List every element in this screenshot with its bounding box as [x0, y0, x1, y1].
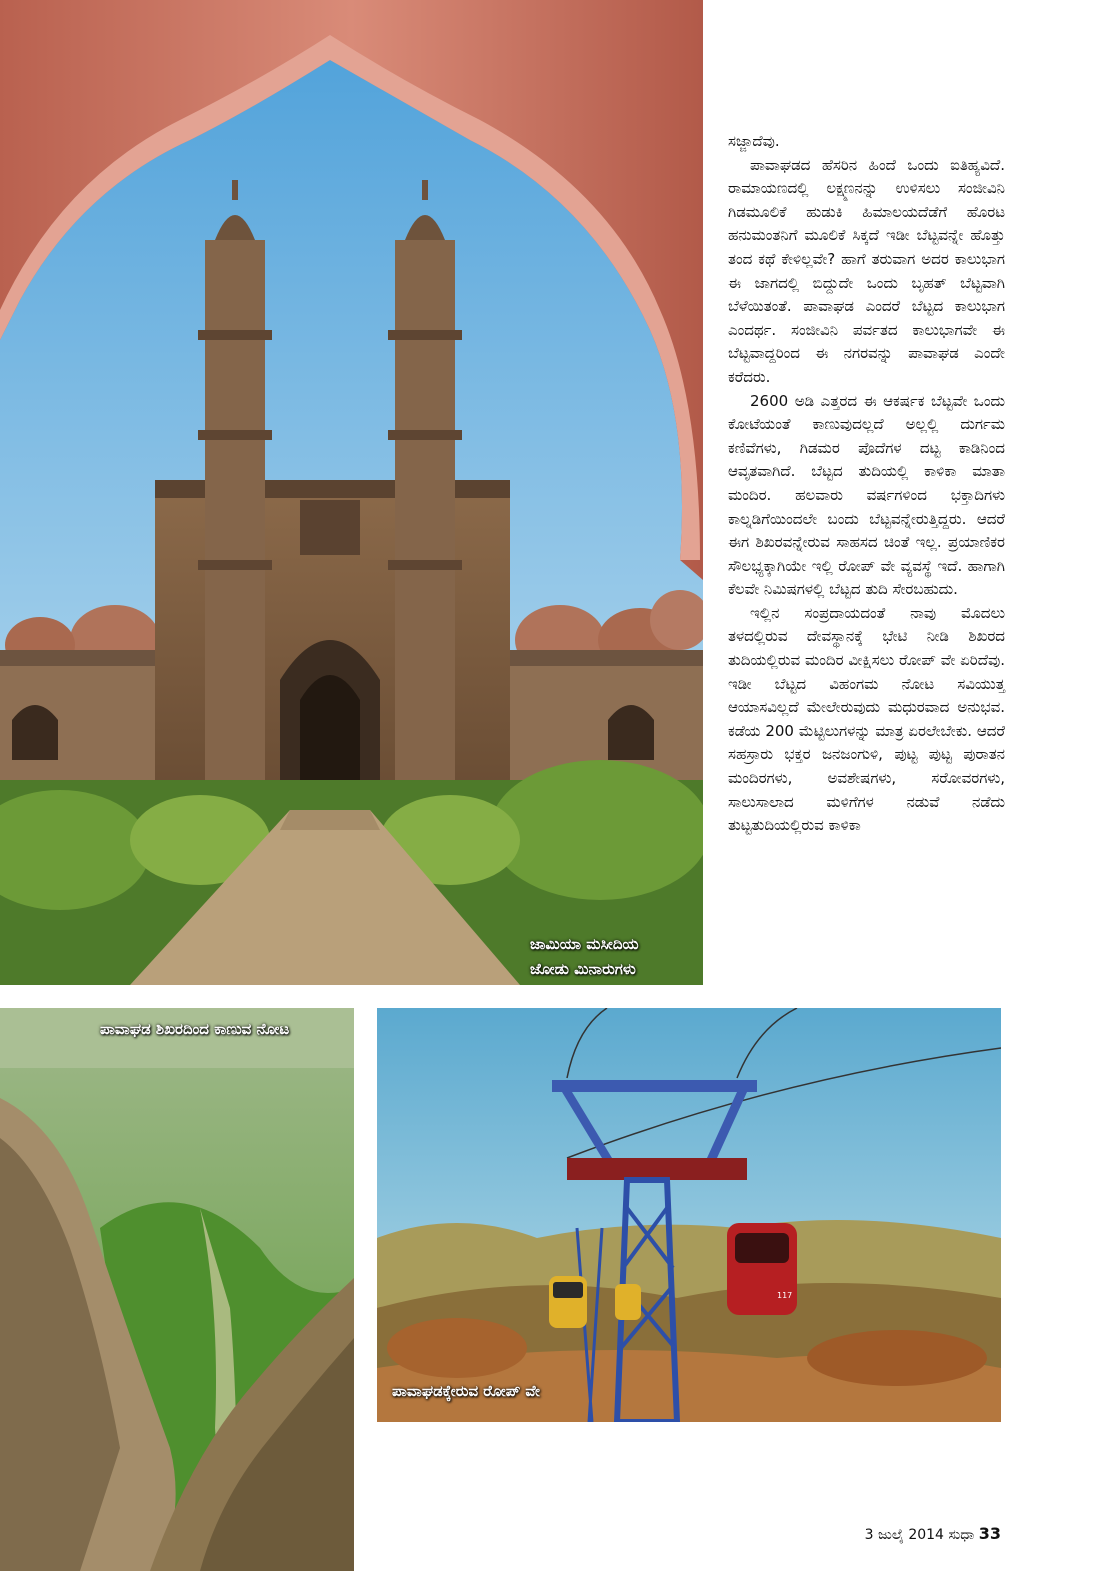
cabin-number: 117: [777, 1291, 793, 1300]
article-body: [728, 130, 1005, 838]
ropeway-caption: ಪಾವಾಘಡಕ್ಕೇರುವ ರೋಪ್ ವೇ: [392, 1382, 540, 1400]
mosque-caption-line2: ಜೋಡು ಮಿನಾರುಗಳು: [530, 960, 636, 978]
issue-date: 3 ಜುಲೈ 2014: [864, 1527, 944, 1543]
magazine-name: ಸುಧಾ: [948, 1527, 975, 1543]
page-footer: [865, 1524, 1001, 1543]
mosque-caption-line1: ಜಾಮಿಯಾ ಮಸೀದಿಯ: [530, 935, 639, 953]
article-paragraph: ಇಲ್ಲಿನ ಸಂಪ್ರದಾಯದಂತೆ ನಾವು ಮೊದಲು ತಳದಲ್ಲಿರುವ ದೇವಸ್ಥಾನಕ್ಕೆ ಭೇಟಿ ನೀಡಿ ಶಿಖರದ ತುದಿಯಲ್ಲಿರುವ ಮಂದಿರ ವೀಕ್ಷಿಸಲು ರೋಪ್ ವೇ ಏರಿದೆವು. ಇಡೀ ಬೆಟ್ಟದ ವಿಹಂಗಮ ನೋಟ ಸವಿಯುತ್ತ ಆಯಾಸವಿಲ್ಲದೆ ಮೇಲೇರುವುದು ಮಧುರವಾದ ಅನುಭವ. ಕಡೆಯ 200 ಮೆಟ್ಟಿಲುಗಳನ್ನು ಮಾತ್ರ ಏರಲೇಬೇಕು. ಆದರೆ ಸಹಸ್ರಾರು ಭಕ್ತರ ಜನಜಂಗುಳಿ, ಪುಟ್ಟ ಪುಟ್ಟ ಪುರಾತನ ಮಂದಿರಗಳು, ಅವಶೇಷಗಳು, ಸರೋವರಗಳು, ಸಾಲುಸಾಲಾದ ಮಳಿಗೆಗಳ ನಡುವೆ ನಡೆದು ತುಟ್ಟತುದಿಯಲ್ಲಿರುವ ಕಾಳಿಕಾ: [728, 603, 1005, 835]
article-paragraph: ಸಜ್ಜಾದೆವು.: [728, 132, 780, 150]
valley-caption: ಪಾವಾಘಡ ಶಿಖರದಿಂದ ಕಾಣುವ ನೋಟ: [100, 1020, 290, 1038]
ropeway-illustration: [377, 1008, 1001, 1422]
valley-illustration: [0, 1008, 354, 1571]
mosque-photo: [0, 0, 703, 985]
mosque-illustration: [0, 0, 703, 985]
ropeway-photo: [377, 1008, 1001, 1422]
article-paragraph: 2600 ಅಡಿ ಎತ್ತರದ ಈ ಆಕರ್ಷಕ ಬೆಟ್ಟವೇ ಒಂದು ಕೋಟೆಯಂತೆ ಕಾಣುವುದಲ್ಲದೆ ಅಲ್ಲಲ್ಲಿ ದುರ್ಗಮ ಕಣಿವೆಗಳು, ಗಿಡಮರ ಪೊದೆಗಳ ದಟ್ಟ ಕಾಡಿನಿಂದ ಆವೃತವಾಗಿದೆ. ಬೆಟ್ಟದ ತುದಿಯಲ್ಲಿ ಕಾಳಿಕಾ ಮಾತಾ ಮಂದಿರ. ಹಲವಾರು ವರ್ಷಗಳಿಂದ ಭಕ್ತಾದಿಗಳು ಕಾಲ್ನಡಿಗೆಯಿಂದಲೇ ಬಂದು ಬೆಟ್ಟವನ್ನೇರುತ್ತಿದ್ದರು. ಆದರೆ ಈಗ ಶಿಖರವನ್ನೇರುವ ಸಾಹಸದ ಚಿಂತೆ ಇಲ್ಲ. ಪ್ರಯಾಣಿಕರ ಸೌಲಭ್ಯಕ್ಕಾಗಿಯೇ ಇಲ್ಲಿ ರೋಪ್ ವೇ ವ್ಯವಸ್ಥೆ ಇದೆ. ಹಾಗಾಗಿ ಕೆಲವೇ ನಿಮಿಷಗಳಲ್ಲಿ ಬೆಟ್ಟದ ತುದಿ ಸೇರಬಹುದು.: [728, 391, 1005, 599]
mosque-caption: [530, 932, 639, 982]
page-number: 33: [978, 1524, 1001, 1543]
valley-photo: [0, 1008, 354, 1571]
article-paragraph: ಪಾವಾಘಡದ ಹೆಸರಿನ ಹಿಂದೆ ಒಂದು ಐತಿಹ್ಯವಿದೆ. ರಾಮಾಯಣದಲ್ಲಿ ಲಕ್ಷ್ಮಣನನ್ನು ಉಳಿಸಲು ಸಂಜೀವಿನಿ ಗಿಡಮೂಲಿಕೆ ಹುಡುಕಿ ಹಿಮಾಲಯದೆಡೆಗೆ ಹೊರಟ ಹನುಮಂತನಿಗೆ ಮೂಲಿಕೆ ಸಿಕ್ಕದೆ ಇಡೀ ಬೆಟ್ಟವನ್ನೇ ಹೊತ್ತು ತಂದ ಕಥೆ ಕೇಳಿಲ್ಲವೇ? ಹಾಗೆ ತರುವಾಗ ಅದರ ಕಾಲುಭಾಗ ಈ ಜಾಗದಲ್ಲಿ ಬಿದ್ದುದೇ ಒಂದು ಬೃಹತ್ ಬೆಟ್ಟವಾಗಿ ಬೆಳೆಯಿತಂತೆ. ಪಾವಾಘಡ ಎಂದರೆ ಬೆಟ್ಟದ ಕಾಲುಭಾಗ ಎಂದರ್ಥ. ಸಂಜೀವಿನಿ ಪರ್ವತದ ಕಾಲುಭಾಗವೇ ಈ ಬೆಟ್ಟವಾದ್ದರಿಂದ ಈ ನಗರವನ್ನು ಪಾವಾಘಡ ಎಂದೇ ಕರೆದರು.: [728, 155, 1005, 386]
